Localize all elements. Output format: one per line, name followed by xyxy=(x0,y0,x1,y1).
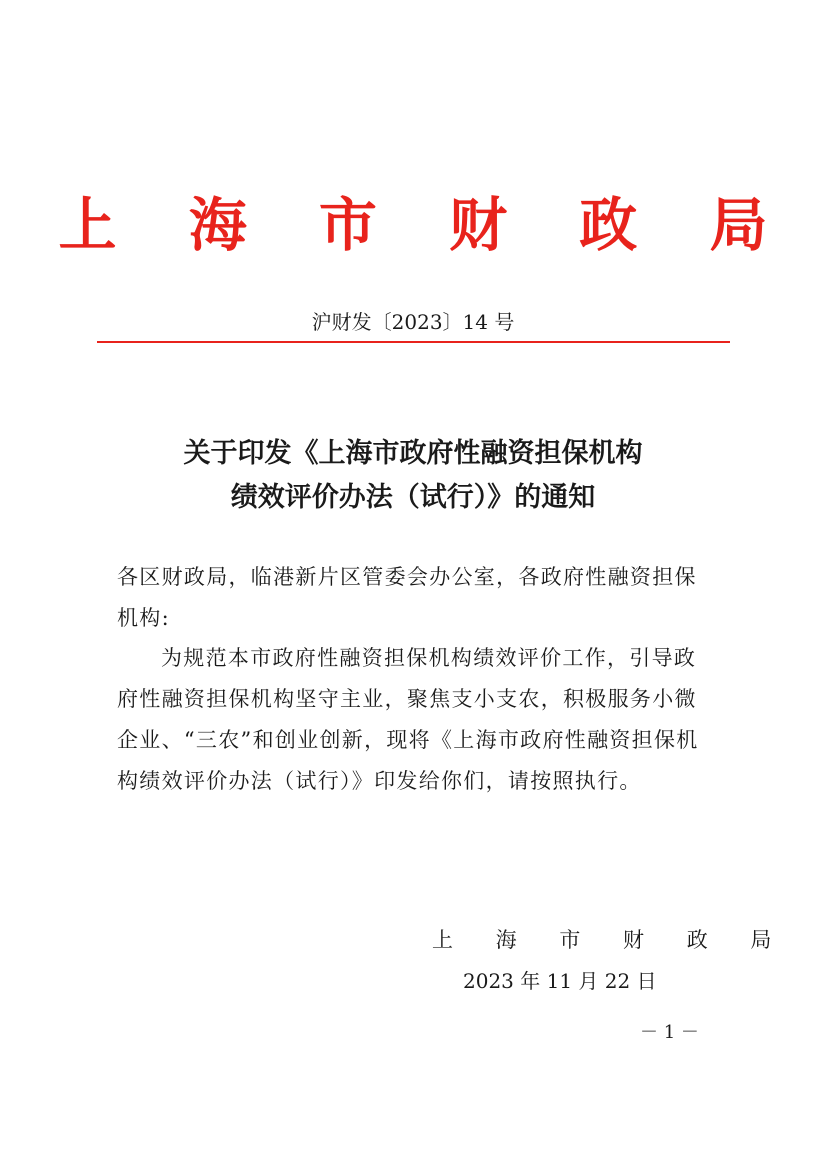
body-line-2: 府性融资担保机构坚守主业，聚焦支小支农，积极服务小微 xyxy=(117,687,697,711)
body-line-1: 为规范本市政府性融资担保机构绩效评价工作，引导政 xyxy=(161,646,697,670)
red-divider-line xyxy=(97,341,730,343)
signature-date: 2023 年 11 月 22 日 xyxy=(463,969,657,993)
body-line-3: 企业、“三农”和创业创新，现将《上海市政府性融资担保机 xyxy=(117,728,699,752)
addressee xyxy=(117,557,717,639)
signature-organization: 上 海 市 财 政 局 xyxy=(432,928,790,952)
notice-title xyxy=(0,432,826,520)
page-number: － 1 － xyxy=(640,1022,699,1043)
addressee-line-1: 各区财政局，临港新片区管委会办公室，各政府性融资担保 xyxy=(117,565,697,589)
addressee-line-2: 机构: xyxy=(117,606,170,630)
issuer-header: 上 海 市 财 政 局 xyxy=(58,191,794,259)
body-paragraph xyxy=(117,638,717,802)
notice-title-line-2: 绩效评价办法（试行）》的通知 xyxy=(230,482,596,513)
document-number: 沪财发〔2023〕14 号 xyxy=(311,310,515,334)
notice-title-line-1: 关于印发《上海市政府性融资担保机构 xyxy=(183,438,643,469)
body-line-4: 构绩效评价办法（试行）》印发给你们，请按照执行。 xyxy=(117,769,642,793)
